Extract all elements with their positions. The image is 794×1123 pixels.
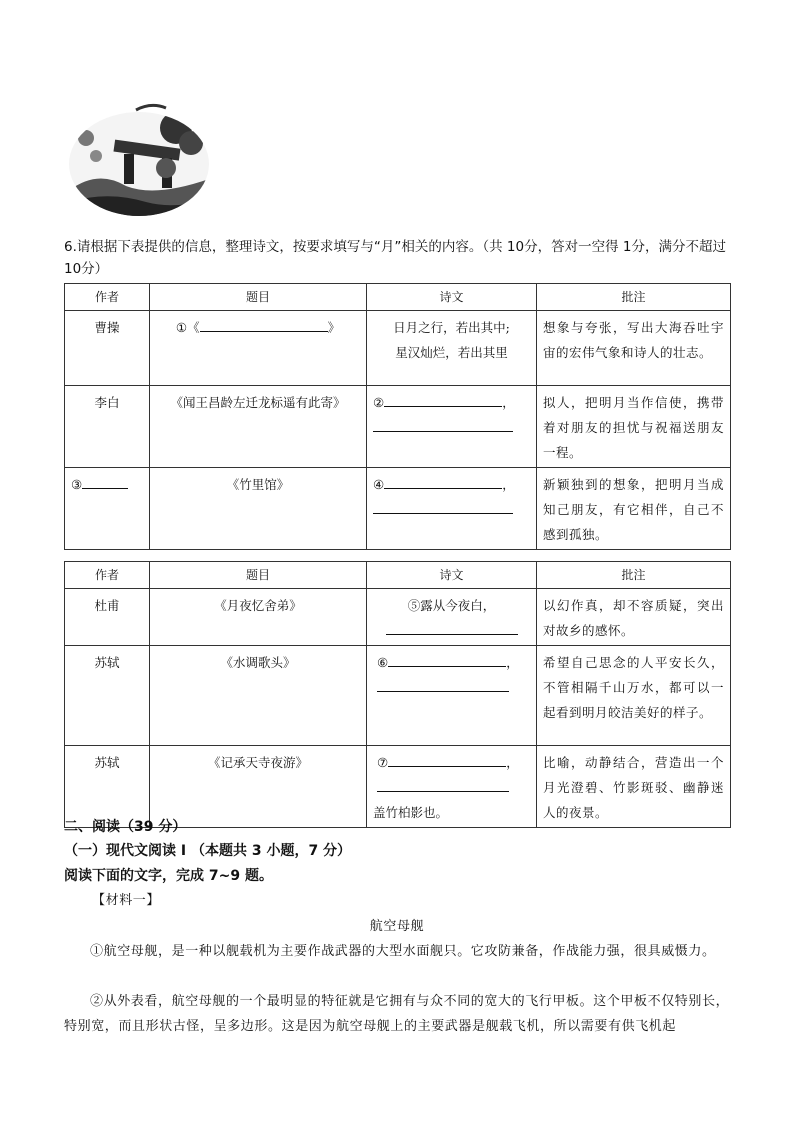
- paragraph-1: ①航空母舰，是一种以舰载机为主要作战武器的大型水面舰只。它攻防兼备，作战能力强，很具威慑力。: [90, 944, 716, 959]
- note-cell: 以幻作真，却不容质疑，突出对故乡的感怀。: [537, 589, 731, 646]
- poem-line: 日月之行，若出其中;: [393, 320, 510, 335]
- blank-2a[interactable]: [384, 392, 502, 407]
- poem-line: ⑤露从今夜白，: [407, 598, 496, 613]
- poem-cell: [367, 746, 537, 828]
- blank-6a[interactable]: [388, 652, 506, 667]
- blank-6b[interactable]: [377, 677, 509, 692]
- col-author: 作者: [65, 562, 150, 589]
- title-cell: 《月夜忆舍弟》: [150, 589, 367, 646]
- col-note: 批注: [537, 284, 731, 311]
- comma: ，: [502, 477, 515, 492]
- subsection-heading: （一）现代文阅读 I （本题共 3 小题，7 分）: [64, 843, 352, 859]
- table-header: [65, 284, 731, 311]
- col-poem: 诗文: [367, 284, 537, 311]
- author-cell: 苏轼: [65, 646, 150, 746]
- poem-table-2: [64, 561, 731, 828]
- blank-number: ②: [373, 395, 385, 410]
- blank-3[interactable]: [82, 474, 128, 489]
- poem-cell: [367, 589, 537, 646]
- blank-number: ①《: [175, 320, 200, 335]
- note-cell: 拟人，把明月当作信使，携带着对朋友的担忧与祝福送朋友一程。: [537, 386, 731, 468]
- comma: ，: [506, 655, 519, 670]
- blank-number: ⑥: [377, 655, 389, 670]
- author-cell: [65, 468, 150, 550]
- poem-cell: [367, 311, 537, 386]
- blank-number: ⑦: [377, 755, 389, 770]
- note-cell: 希望自己思念的人平安长久，不管相隔千山万水，都可以一起看到明月皎洁美好的样子。: [537, 646, 731, 746]
- title-cell: [150, 311, 367, 386]
- paragraph-2: ②从外表看，航空母舰的一个最明显的特征就是它拥有与众不同的宽大的飞行甲板。这个甲板不仅特别长，特别宽，而且形状古怪，呈多边形。这是因为航空母舰上的主要武器是舰载飞机，所以需要有供飞机起: [64, 994, 730, 1034]
- col-note: 批注: [537, 562, 731, 589]
- comma: ，: [502, 395, 515, 410]
- note-cell: 想象与夸张，写出大海吞吐宇宙的宏伟气象和诗人的壮志。: [537, 311, 731, 386]
- article-title: 航空母舰: [369, 919, 425, 934]
- material-label: 【材料一】: [92, 893, 161, 908]
- ink-landscape-illustration: [66, 98, 212, 216]
- col-title: 题目: [150, 284, 367, 311]
- blank-4b[interactable]: [373, 499, 513, 514]
- poem-cell: [367, 468, 537, 550]
- title-cell: 《记承天寺夜游》: [150, 746, 367, 828]
- table-row: [65, 386, 731, 468]
- blank-number: ④: [373, 477, 385, 492]
- table-row: [65, 311, 731, 386]
- blank-2b[interactable]: [373, 417, 513, 432]
- title-cell: 《闻王昌龄左迁龙标遥有此寄》: [150, 386, 367, 468]
- note-cell: 新颖独到的想象，把明月当成知己朋友，有它相伴，自己不感到孤独。: [537, 468, 731, 550]
- table-row: [65, 646, 731, 746]
- blank-7a[interactable]: [388, 752, 506, 767]
- poem-line: 星汉灿烂，若出其里: [395, 345, 508, 360]
- title-bracket-end: 》: [327, 320, 341, 335]
- question-6: 6.请根据下表提供的信息，整理诗文，按要求填写与“月”相关的内容。（共 10分，答对一空得 1分，满分不超过 10分）: [64, 239, 726, 277]
- title-cell: 《水调歌头》: [150, 646, 367, 746]
- col-poem: 诗文: [367, 562, 537, 589]
- comma: ，: [506, 755, 519, 770]
- poem-table-1: [64, 283, 731, 550]
- poem-line: 盖竹柏影也。: [373, 805, 449, 820]
- blank-7b[interactable]: [377, 777, 509, 792]
- instruction: 阅读下面的文字，完成 7~9 题。: [64, 868, 273, 884]
- author-cell: 李白: [65, 386, 150, 468]
- table-header: [65, 562, 731, 589]
- col-author: 作者: [65, 284, 150, 311]
- note-cell: 比喻，动静结合，营造出一个月光澄碧、竹影斑驳、幽静迷人的夜景。: [537, 746, 731, 828]
- col-title: 题目: [150, 562, 367, 589]
- table-row: [65, 468, 731, 550]
- blank-1[interactable]: [200, 317, 328, 332]
- table-row: [65, 589, 731, 646]
- title-cell: 《竹里馆》: [150, 468, 367, 550]
- blank-4a[interactable]: [384, 474, 502, 489]
- poem-cell: [367, 646, 537, 746]
- poem-cell: [367, 386, 537, 468]
- section-heading: 二、阅读（39 分）: [64, 819, 187, 835]
- author-cell: 曹操: [65, 311, 150, 386]
- blank-number: ③: [71, 477, 83, 492]
- blank-5[interactable]: [386, 620, 518, 635]
- author-cell: 苏轼: [65, 746, 150, 828]
- author-cell: 杜甫: [65, 589, 150, 646]
